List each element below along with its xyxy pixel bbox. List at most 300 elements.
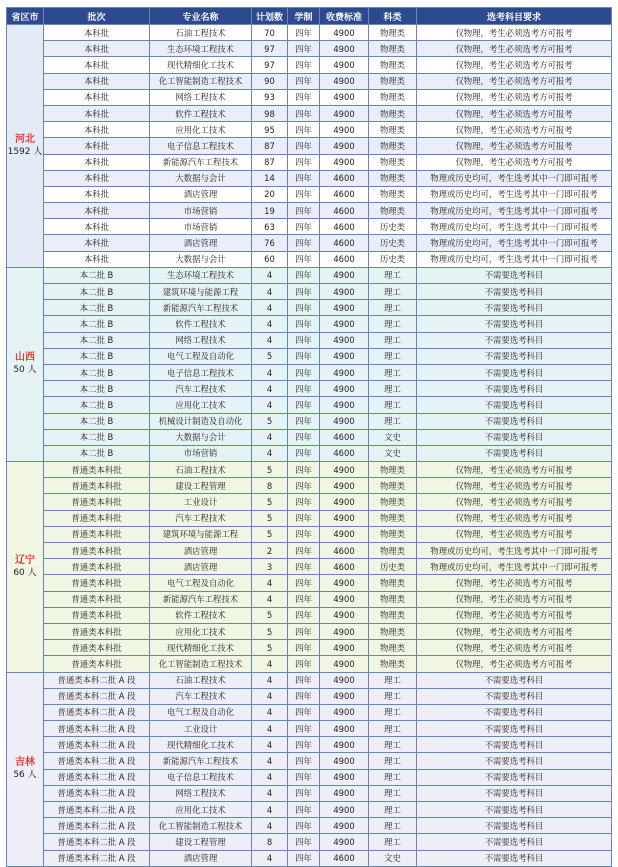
table-row <box>7 57 612 73</box>
batch-cell: 普通类本科二批 A 段 <box>44 769 150 785</box>
subject-requirement-cell: 不需要选考科目 <box>417 721 612 737</box>
category-cell: 物理类 <box>369 122 417 138</box>
table-row <box>7 316 612 332</box>
table-row <box>7 186 612 202</box>
plan-count-cell: 8 <box>252 478 288 494</box>
tuition-cell: 4900 <box>320 462 369 478</box>
subject-requirement-cell: 不需要选考科目 <box>417 284 612 300</box>
plan-count-cell: 70 <box>252 25 288 41</box>
plan-count-cell: 4 <box>252 688 288 704</box>
table-row <box>7 656 612 672</box>
batch-cell: 普通类本科批 <box>44 543 150 559</box>
tuition-cell: 4900 <box>320 737 369 753</box>
duration-cell: 四年 <box>288 413 320 429</box>
category-cell: 物理类 <box>369 543 417 559</box>
major-cell: 应用化工技术 <box>150 623 252 639</box>
plan-count-cell: 4 <box>252 316 288 332</box>
major-cell: 新能源汽车工程技术 <box>150 300 252 316</box>
header-category: 科类 <box>369 8 417 25</box>
batch-cell: 本科批 <box>44 251 150 267</box>
plan-count-cell: 4 <box>252 429 288 445</box>
duration-cell: 四年 <box>288 478 320 494</box>
tuition-cell: 4900 <box>320 834 369 850</box>
major-cell: 酒店管理 <box>150 186 252 202</box>
table-row <box>7 462 612 478</box>
plan-count-cell: 5 <box>252 413 288 429</box>
category-cell: 理工 <box>369 316 417 332</box>
major-cell: 网络工程技术 <box>150 332 252 348</box>
plan-count-cell: 4 <box>252 769 288 785</box>
batch-cell: 本二批 B <box>44 364 150 380</box>
header-major: 专业名称 <box>150 8 252 25</box>
tuition-cell: 4900 <box>320 753 369 769</box>
duration-cell: 四年 <box>288 251 320 267</box>
batch-cell: 普通类本科二批 A 段 <box>44 688 150 704</box>
province-group <box>7 267 612 461</box>
duration-cell: 四年 <box>288 704 320 720</box>
plan-count-cell: 4 <box>252 397 288 413</box>
tuition-cell: 4900 <box>320 656 369 672</box>
tuition-cell: 4900 <box>320 510 369 526</box>
tuition-cell: 4900 <box>320 316 369 332</box>
duration-cell: 四年 <box>288 688 320 704</box>
plan-count-cell: 4 <box>252 591 288 607</box>
duration-cell: 四年 <box>288 575 320 591</box>
category-cell: 物理类 <box>369 640 417 656</box>
category-cell: 理工 <box>369 332 417 348</box>
category-cell: 理工 <box>369 688 417 704</box>
plan-count-cell: 5 <box>252 462 288 478</box>
duration-cell: 四年 <box>288 138 320 154</box>
category-cell: 物理类 <box>369 203 417 219</box>
subject-requirement-cell: 仅物理，考生必须选考方可报考 <box>417 138 612 154</box>
table-row <box>7 122 612 138</box>
province-count: 56 人 <box>13 770 37 781</box>
table-row <box>7 559 612 575</box>
plan-count-cell: 20 <box>252 186 288 202</box>
plan-count-cell: 97 <box>252 57 288 73</box>
subject-requirement-cell: 仅物理，考生必须选考方可报考 <box>417 57 612 73</box>
tuition-cell: 4600 <box>320 850 369 866</box>
subject-requirement-cell: 仅物理，考生必须选考方可报考 <box>417 89 612 105</box>
batch-cell: 本科批 <box>44 122 150 138</box>
subject-requirement-cell: 仅物理，考生必须选考方可报考 <box>417 105 612 121</box>
subject-requirement-cell: 物理或历史均可，考生选考其中一门即可报考 <box>417 186 612 202</box>
major-cell: 新能源汽车工程技术 <box>150 154 252 170</box>
tuition-cell: 4600 <box>320 219 369 235</box>
category-cell: 物理类 <box>369 478 417 494</box>
subject-requirement-cell: 不需要选考科目 <box>417 753 612 769</box>
table-row <box>7 753 612 769</box>
plan-count-cell: 8 <box>252 834 288 850</box>
batch-cell: 普通类本科二批 A 段 <box>44 753 150 769</box>
category-cell: 物理类 <box>369 623 417 639</box>
major-cell: 酒店管理 <box>150 543 252 559</box>
batch-cell: 普通类本科批 <box>44 640 150 656</box>
table-row <box>7 25 612 41</box>
batch-cell: 本科批 <box>44 105 150 121</box>
table-row <box>7 526 612 542</box>
plan-count-cell: 5 <box>252 640 288 656</box>
plan-count-cell: 4 <box>252 332 288 348</box>
plan-count-cell: 3 <box>252 559 288 575</box>
major-cell: 大数据与会计 <box>150 429 252 445</box>
tuition-cell: 4600 <box>320 559 369 575</box>
table-row <box>7 203 612 219</box>
plan-count-cell: 4 <box>252 656 288 672</box>
batch-cell: 普通类本科批 <box>44 462 150 478</box>
plan-count-cell: 2 <box>252 543 288 559</box>
major-cell: 生态环境工程技术 <box>150 267 252 283</box>
category-cell: 物理类 <box>369 575 417 591</box>
major-cell: 汽车工程技术 <box>150 688 252 704</box>
plan-count-cell: 4 <box>252 850 288 866</box>
category-cell: 文史 <box>369 445 417 461</box>
major-cell: 应用化工技术 <box>150 802 252 818</box>
province-count: 50 人 <box>13 365 37 376</box>
subject-requirement-cell: 仅物理，考生必须选考方可报考 <box>417 122 612 138</box>
table-row <box>7 381 612 397</box>
tuition-cell: 4900 <box>320 348 369 364</box>
tuition-cell: 4900 <box>320 575 369 591</box>
tuition-cell: 4900 <box>320 494 369 510</box>
subject-requirement-cell: 仅物理，考生必须选考方可报考 <box>417 607 612 623</box>
table-row <box>7 494 612 510</box>
plan-count-cell: 4 <box>252 721 288 737</box>
subject-requirement-cell: 不需要选考科目 <box>417 802 612 818</box>
major-cell: 生态环境工程技术 <box>150 41 252 57</box>
plan-count-cell: 5 <box>252 623 288 639</box>
table-row <box>7 818 612 834</box>
tuition-cell: 4600 <box>320 235 369 251</box>
duration-cell: 四年 <box>288 721 320 737</box>
category-cell: 理工 <box>369 834 417 850</box>
duration-cell: 四年 <box>288 397 320 413</box>
subject-requirement-cell: 物理或历史均可，考生选考其中一门即可报考 <box>417 170 612 186</box>
duration-cell: 四年 <box>288 348 320 364</box>
batch-cell: 普通类本科批 <box>44 526 150 542</box>
table-row <box>7 445 612 461</box>
table-row <box>7 138 612 154</box>
plan-count-cell: 14 <box>252 170 288 186</box>
duration-cell: 四年 <box>288 73 320 89</box>
plan-count-cell: 5 <box>252 348 288 364</box>
plan-count-cell: 4 <box>252 737 288 753</box>
major-cell: 市场营销 <box>150 219 252 235</box>
category-cell: 理工 <box>369 267 417 283</box>
plan-count-cell: 4 <box>252 802 288 818</box>
category-cell: 理工 <box>369 704 417 720</box>
province-cell <box>7 267 44 461</box>
major-cell: 应用化工技术 <box>150 122 252 138</box>
batch-cell: 本科批 <box>44 57 150 73</box>
table-row <box>7 785 612 801</box>
duration-cell: 四年 <box>288 122 320 138</box>
category-cell: 物理类 <box>369 154 417 170</box>
subject-requirement-cell: 不需要选考科目 <box>417 364 612 380</box>
batch-cell: 本科批 <box>44 219 150 235</box>
duration-cell: 四年 <box>288 445 320 461</box>
duration-cell: 四年 <box>288 543 320 559</box>
major-cell: 电气工程及自动化 <box>150 348 252 364</box>
major-cell: 机械设计制造及自动化 <box>150 413 252 429</box>
major-cell: 酒店管理 <box>150 559 252 575</box>
tuition-cell: 4900 <box>320 122 369 138</box>
tuition-cell: 4900 <box>320 623 369 639</box>
province-cell <box>7 462 44 672</box>
tuition-cell: 4900 <box>320 704 369 720</box>
plan-count-cell: 4 <box>252 785 288 801</box>
batch-cell: 普通类本科二批 A 段 <box>44 834 150 850</box>
subject-requirement-cell: 不需要选考科目 <box>417 332 612 348</box>
tuition-cell: 4900 <box>320 526 369 542</box>
duration-cell: 四年 <box>288 25 320 41</box>
duration-cell: 四年 <box>288 170 320 186</box>
plan-count-cell: 4 <box>252 284 288 300</box>
major-cell: 汽车工程技术 <box>150 381 252 397</box>
subject-requirement-cell: 仅物理，考生必须选考方可报考 <box>417 640 612 656</box>
category-cell: 理工 <box>369 364 417 380</box>
table-row <box>7 850 612 866</box>
category-cell: 历史类 <box>369 559 417 575</box>
subject-requirement-cell: 不需要选考科目 <box>417 397 612 413</box>
subject-requirement-cell: 不需要选考科目 <box>417 704 612 720</box>
duration-cell: 四年 <box>288 105 320 121</box>
plan-count-cell: 98 <box>252 105 288 121</box>
tuition-cell: 4900 <box>320 802 369 818</box>
category-cell: 历史类 <box>369 235 417 251</box>
tuition-cell: 4900 <box>320 672 369 688</box>
plan-count-cell: 4 <box>252 818 288 834</box>
category-cell: 理工 <box>369 381 417 397</box>
duration-cell: 四年 <box>288 462 320 478</box>
category-cell: 物理类 <box>369 73 417 89</box>
duration-cell: 四年 <box>288 154 320 170</box>
subject-requirement-cell: 不需要选考科目 <box>417 348 612 364</box>
major-cell: 新能源汽车工程技术 <box>150 753 252 769</box>
tuition-cell: 4900 <box>320 413 369 429</box>
batch-cell: 本科批 <box>44 41 150 57</box>
table-row <box>7 105 612 121</box>
table-row <box>7 769 612 785</box>
tuition-cell: 4600 <box>320 445 369 461</box>
duration-cell: 四年 <box>288 186 320 202</box>
subject-requirement-cell: 仅物理，考生必须选考方可报考 <box>417 494 612 510</box>
batch-cell: 本科批 <box>44 89 150 105</box>
subject-requirement-cell: 仅物理，考生必须选考方可报考 <box>417 73 612 89</box>
subject-requirement-cell: 仅物理，考生必须选考方可报考 <box>417 154 612 170</box>
subject-requirement-cell: 仅物理，考生必须选考方可报考 <box>417 25 612 41</box>
tuition-cell: 4900 <box>320 785 369 801</box>
category-cell: 历史类 <box>369 219 417 235</box>
table-row <box>7 510 612 526</box>
category-cell: 理工 <box>369 818 417 834</box>
batch-cell: 本二批 B <box>44 267 150 283</box>
tuition-cell: 4900 <box>320 154 369 170</box>
batch-cell: 本二批 B <box>44 284 150 300</box>
major-cell: 大数据与会计 <box>150 170 252 186</box>
enrollment-plan-table <box>6 7 612 867</box>
batch-cell: 本科批 <box>44 203 150 219</box>
duration-cell: 四年 <box>288 672 320 688</box>
major-cell: 化工智能制造工程技术 <box>150 656 252 672</box>
subject-requirement-cell: 仅物理，考生必须选考方可报考 <box>417 510 612 526</box>
duration-cell: 四年 <box>288 753 320 769</box>
subject-requirement-cell: 物理或历史均可，考生选考其中一门即可报考 <box>417 559 612 575</box>
duration-cell: 四年 <box>288 818 320 834</box>
major-cell: 电气工程及自动化 <box>150 575 252 591</box>
tuition-cell: 4900 <box>320 41 369 57</box>
province-group <box>7 462 612 672</box>
header-batch: 批次 <box>44 8 150 25</box>
major-cell: 市场营销 <box>150 203 252 219</box>
subject-requirement-cell: 不需要选考科目 <box>417 834 612 850</box>
batch-cell: 普通类本科二批 A 段 <box>44 818 150 834</box>
major-cell: 电子信息工程技术 <box>150 138 252 154</box>
category-cell: 物理类 <box>369 526 417 542</box>
batch-cell: 普通类本科二批 A 段 <box>44 672 150 688</box>
table-row <box>7 704 612 720</box>
province-name: 河北 <box>15 133 35 145</box>
table-row <box>7 154 612 170</box>
duration-cell: 四年 <box>288 785 320 801</box>
major-cell: 电气工程及自动化 <box>150 704 252 720</box>
batch-cell: 本二批 B <box>44 381 150 397</box>
header-tuition: 收费标准 <box>320 8 369 25</box>
tuition-cell: 4900 <box>320 591 369 607</box>
batch-cell: 本科批 <box>44 186 150 202</box>
duration-cell: 四年 <box>288 381 320 397</box>
table-row <box>7 737 612 753</box>
category-cell: 物理类 <box>369 170 417 186</box>
batch-cell: 普通类本科批 <box>44 494 150 510</box>
province-name: 辽宁 <box>15 554 35 566</box>
plan-count-cell: 87 <box>252 154 288 170</box>
subject-requirement-cell: 仅物理，考生必须选考方可报考 <box>417 478 612 494</box>
duration-cell: 四年 <box>288 526 320 542</box>
category-cell: 理工 <box>369 300 417 316</box>
plan-count-cell: 97 <box>252 41 288 57</box>
tuition-cell: 4900 <box>320 688 369 704</box>
subject-requirement-cell: 不需要选考科目 <box>417 818 612 834</box>
duration-cell: 四年 <box>288 332 320 348</box>
tuition-cell: 4900 <box>320 267 369 283</box>
table-row <box>7 607 612 623</box>
plan-count-cell: 4 <box>252 364 288 380</box>
subject-requirement-cell: 不需要选考科目 <box>417 413 612 429</box>
subject-requirement-cell: 仅物理，考生必须选考方可报考 <box>417 591 612 607</box>
tuition-cell: 4900 <box>320 721 369 737</box>
tuition-cell: 4900 <box>320 25 369 41</box>
category-cell: 理工 <box>369 737 417 753</box>
major-cell: 软件工程技术 <box>150 607 252 623</box>
major-cell: 市场营销 <box>150 445 252 461</box>
batch-cell: 普通类本科二批 A 段 <box>44 721 150 737</box>
batch-cell: 普通类本科批 <box>44 656 150 672</box>
duration-cell: 四年 <box>288 219 320 235</box>
table-header-row <box>7 8 612 25</box>
table-row <box>7 397 612 413</box>
subject-requirement-cell: 物理或历史均可，考生选考其中一门即可报考 <box>417 219 612 235</box>
plan-count-cell: 4 <box>252 381 288 397</box>
batch-cell: 本二批 B <box>44 413 150 429</box>
batch-cell: 本二批 B <box>44 397 150 413</box>
table-row <box>7 332 612 348</box>
table-row <box>7 284 612 300</box>
major-cell: 软件工程技术 <box>150 105 252 121</box>
table-row <box>7 267 612 283</box>
duration-cell: 四年 <box>288 203 320 219</box>
tuition-cell: 4900 <box>320 364 369 380</box>
province-count: 60 人 <box>13 567 37 578</box>
batch-cell: 普通类本科批 <box>44 559 150 575</box>
duration-cell: 四年 <box>288 802 320 818</box>
subject-requirement-cell: 不需要选考科目 <box>417 850 612 866</box>
category-cell: 物理类 <box>369 105 417 121</box>
province-count: 1592 人 <box>7 146 43 157</box>
duration-cell: 四年 <box>288 57 320 73</box>
batch-cell: 普通类本科批 <box>44 478 150 494</box>
subject-requirement-cell: 不需要选考科目 <box>417 429 612 445</box>
batch-cell: 本二批 B <box>44 348 150 364</box>
major-cell: 化工智能制造工程技术 <box>150 73 252 89</box>
major-cell: 建设工程管理 <box>150 834 252 850</box>
province-group <box>7 25 612 268</box>
category-cell: 文史 <box>369 850 417 866</box>
duration-cell: 四年 <box>288 591 320 607</box>
duration-cell: 四年 <box>288 267 320 283</box>
batch-cell: 本二批 B <box>44 316 150 332</box>
table-row <box>7 300 612 316</box>
major-cell: 化工智能制造工程技术 <box>150 818 252 834</box>
plan-count-cell: 90 <box>252 73 288 89</box>
subject-requirement-cell: 不需要选考科目 <box>417 381 612 397</box>
major-cell: 酒店管理 <box>150 850 252 866</box>
category-cell: 物理类 <box>369 57 417 73</box>
header-province: 省区市 <box>7 8 44 25</box>
category-cell: 物理类 <box>369 41 417 57</box>
plan-count-cell: 5 <box>252 494 288 510</box>
tuition-cell: 4900 <box>320 640 369 656</box>
major-cell: 石油工程技术 <box>150 25 252 41</box>
category-cell: 物理类 <box>369 186 417 202</box>
category-cell: 历史类 <box>369 251 417 267</box>
category-cell: 物理类 <box>369 138 417 154</box>
plan-count-cell: 87 <box>252 138 288 154</box>
duration-cell: 四年 <box>288 640 320 656</box>
duration-cell: 四年 <box>288 737 320 753</box>
tuition-cell: 4900 <box>320 73 369 89</box>
duration-cell: 四年 <box>288 834 320 850</box>
table-row <box>7 348 612 364</box>
batch-cell: 普通类本科批 <box>44 623 150 639</box>
duration-cell: 四年 <box>288 429 320 445</box>
batch-cell: 普通类本科批 <box>44 510 150 526</box>
major-cell: 建筑环境与能源工程 <box>150 284 252 300</box>
plan-count-cell: 19 <box>252 203 288 219</box>
tuition-cell: 4900 <box>320 332 369 348</box>
duration-cell: 四年 <box>288 41 320 57</box>
subject-requirement-cell: 不需要选考科目 <box>417 267 612 283</box>
major-cell: 网络工程技术 <box>150 89 252 105</box>
subject-requirement-cell: 物理或历史均可，考生选考其中一门即可报考 <box>417 543 612 559</box>
category-cell: 物理类 <box>369 25 417 41</box>
batch-cell: 本二批 B <box>44 300 150 316</box>
tuition-cell: 4900 <box>320 105 369 121</box>
table-row <box>7 170 612 186</box>
table-row <box>7 364 612 380</box>
subject-requirement-cell: 不需要选考科目 <box>417 672 612 688</box>
